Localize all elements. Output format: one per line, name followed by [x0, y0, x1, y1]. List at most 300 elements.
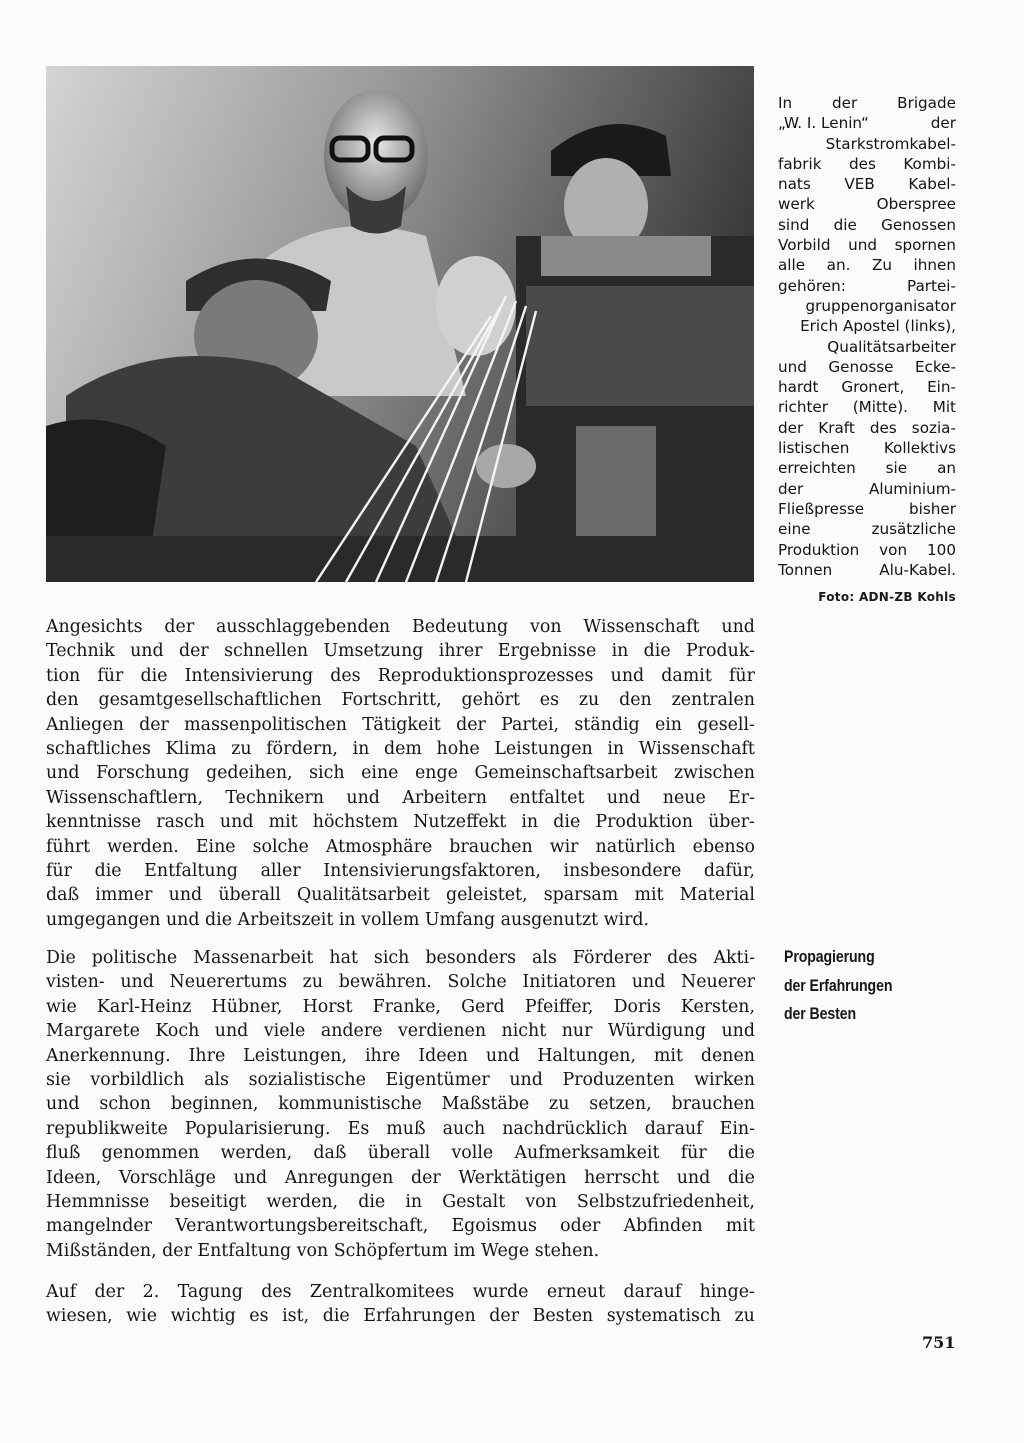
word: ist, [282, 1306, 310, 1327]
margin-heading-line: Propagierung [784, 948, 875, 966]
word: zu [302, 972, 324, 993]
word: rasch [156, 812, 205, 833]
word: immer [95, 885, 153, 906]
word: Gerd [461, 996, 505, 1017]
word: Ein- [719, 1118, 755, 1139]
text-line: Mißständen, der Entfaltung von Schöpfertum im Wege stehen. [46, 1240, 600, 1261]
word: Doris [613, 996, 661, 1017]
word: gesamtgesellschaftlichen [98, 690, 322, 711]
caption-word: bisher [909, 499, 956, 518]
word: des [330, 665, 361, 686]
word: Technikern [225, 787, 324, 808]
word: mangelnder [46, 1216, 152, 1237]
word: Partei, [501, 714, 560, 735]
word: erneut [546, 1282, 606, 1302]
text-line [46, 1044, 755, 1068]
word: auch [442, 1118, 486, 1139]
text-line [46, 1141, 755, 1165]
word: oder [560, 1216, 601, 1237]
word: Zentralkomitees [309, 1282, 455, 1302]
word: Qualitätsarbeit [296, 885, 430, 906]
word: republikweite [46, 1118, 168, 1139]
word: in [521, 812, 539, 833]
word: in [405, 1191, 423, 1212]
caption-word: Brigade [897, 94, 956, 112]
caption-word: Mit [932, 398, 956, 417]
word: insbesondere [563, 860, 682, 881]
word: tion [46, 665, 81, 686]
caption-word: 100 [927, 540, 956, 559]
word: und [610, 665, 645, 686]
word: führt [46, 836, 91, 857]
word: Anliegen [46, 714, 124, 735]
word: Ideen, [46, 1167, 102, 1188]
caption-word: und [778, 357, 807, 376]
caption-word: (Mitte). [852, 398, 908, 417]
word: Ergebnisse [497, 641, 597, 662]
word: zwischen [674, 763, 755, 784]
text-line [46, 835, 755, 859]
word: der [139, 714, 169, 735]
word: und [346, 787, 380, 808]
word: bewähren. [338, 972, 432, 993]
word: gehört [461, 690, 520, 711]
paragraph [46, 615, 755, 932]
word: Vorschläge [118, 1167, 216, 1188]
word: ihre [364, 1045, 401, 1066]
caption-word: Kombi- [903, 154, 956, 173]
word: Gestalt [442, 1191, 506, 1212]
margin-heading-line: der Besten [784, 1005, 856, 1023]
caption-word: der [778, 479, 804, 498]
caption-word: ihnen [913, 256, 956, 275]
text-line [46, 1117, 755, 1141]
word: Maßstäbe [441, 1094, 530, 1115]
word: sie [46, 1069, 71, 1090]
word: hinge- [699, 1282, 755, 1302]
word: massenpolitischen [184, 714, 347, 735]
caption-word: Zu [871, 256, 892, 275]
text-line [46, 970, 755, 994]
word: die [553, 812, 581, 833]
word: brauchen [449, 836, 533, 857]
word: Aufmerksamkeit [514, 1143, 660, 1164]
word: als [204, 1069, 229, 1090]
word: den [46, 690, 79, 711]
word: den [619, 690, 652, 711]
word: Tagung [177, 1282, 243, 1302]
caption-word: von [879, 540, 908, 559]
caption-word: Qualitätsarbeiter [827, 337, 956, 356]
word: und [168, 885, 203, 906]
caption-word: und [848, 236, 877, 255]
word: schaftliches [46, 738, 151, 759]
word: schon [99, 1094, 151, 1115]
word: die [358, 1191, 386, 1212]
word: werden, [220, 1143, 293, 1164]
caption-word: sind [778, 215, 810, 234]
text-line [46, 1280, 755, 1304]
photo-caption [778, 93, 956, 580]
caption-word: listischen [778, 439, 850, 458]
word: Koch [155, 1021, 200, 1042]
word: Produzenten [562, 1069, 675, 1090]
word: dem [383, 738, 422, 759]
caption-word: an [937, 459, 956, 478]
caption-word: Apostel [842, 317, 900, 336]
word: und [721, 617, 755, 637]
word: ein [654, 714, 683, 735]
word: dafür, [703, 860, 755, 881]
word: Leistungen, [243, 1045, 348, 1066]
word: es [249, 1306, 269, 1327]
word: Hemmnisse [46, 1191, 150, 1212]
word: in [607, 738, 625, 759]
word: der [94, 1282, 125, 1302]
word: wichtig [170, 1306, 236, 1327]
word: Haltungen, [537, 1045, 637, 1066]
caption-word: Ecke- [914, 357, 956, 376]
word: und [214, 1021, 249, 1042]
word: Selbstzufriedenheit, [576, 1191, 755, 1212]
text-line [46, 639, 755, 663]
word: sozialistische [248, 1069, 366, 1090]
caption-word: Erich [800, 317, 839, 336]
word: entfaltet [509, 787, 585, 808]
caption-word: eine [778, 520, 811, 539]
word: Wissenschaft [638, 738, 755, 759]
text-line [46, 1092, 755, 1116]
word: überall [218, 885, 281, 906]
word: und [46, 763, 80, 784]
caption-word: Kollektivs [883, 439, 956, 458]
word: natürlich [595, 836, 676, 857]
word: Initiatoren [522, 972, 617, 993]
word: Solche [447, 972, 507, 993]
word: und [120, 972, 154, 993]
photo-credit: Foto: ADN-ZB Kohls [818, 590, 956, 604]
margin-heading [784, 943, 913, 1029]
text-line [46, 737, 755, 761]
word: wiesen, [46, 1306, 113, 1327]
word: die [140, 665, 168, 686]
word: Auf [46, 1282, 77, 1302]
word: Entfaltung [144, 860, 238, 881]
word: Produktion [595, 812, 693, 833]
word: in [352, 738, 370, 759]
word: viele [263, 1021, 306, 1042]
caption-word: alle [778, 256, 806, 275]
text-line [46, 688, 755, 712]
word: überall [367, 1143, 431, 1164]
word: beginnen, [170, 1094, 259, 1115]
word: verdienen [397, 1021, 487, 1042]
word: Arbeitern [402, 787, 487, 808]
caption-word: der [930, 114, 956, 133]
word: und [46, 1094, 80, 1115]
word: vorbildlich [90, 1069, 185, 1090]
word: Atmosphäre [325, 836, 433, 857]
word: nur [561, 1021, 593, 1042]
word: Franke, [372, 996, 441, 1017]
word: gedeihen, [205, 763, 293, 784]
word: denen [700, 1045, 755, 1066]
word: enge [415, 763, 458, 784]
word: für [46, 860, 72, 881]
word: Neuerer [681, 972, 755, 993]
word: die [94, 860, 122, 881]
photo-workers-at-cable-press-icon [46, 66, 754, 582]
word: die [727, 1143, 755, 1164]
caption-word: spornen [894, 236, 956, 255]
word: die [643, 641, 671, 662]
word: Massenarbeit [193, 948, 314, 968]
word: die [322, 1306, 350, 1327]
word: Es [347, 1118, 370, 1139]
word: zu [549, 1094, 570, 1115]
word: muß [386, 1118, 426, 1139]
word: Material [679, 885, 755, 906]
word: Besten [532, 1306, 594, 1327]
word: daß [313, 1143, 347, 1164]
word: mit [725, 1216, 755, 1237]
word: und [485, 1045, 520, 1066]
word: und [676, 1167, 711, 1188]
caption-word: gehören: [778, 276, 846, 295]
word: ihrer [438, 641, 483, 662]
word: nicht [501, 1021, 547, 1042]
word: Eigentümer [385, 1069, 490, 1090]
word: und [606, 787, 641, 808]
photo [46, 66, 754, 582]
word: der [456, 714, 486, 735]
word: als [532, 948, 557, 968]
word: Ideen [418, 1045, 469, 1066]
paragraph [46, 946, 755, 1263]
caption-word: Ein- [927, 378, 956, 397]
word: solche [252, 836, 309, 857]
caption-word: erreichten [778, 459, 856, 478]
caption-word: des [849, 154, 876, 173]
word: für [728, 665, 755, 686]
caption-word: an. [826, 256, 851, 275]
word: Angesichts [46, 617, 143, 637]
word: politische [91, 948, 178, 968]
word: Fortschritt, [341, 690, 442, 711]
word: Umsetzung [323, 641, 424, 662]
word: geleistet, [446, 885, 528, 906]
word: zu [734, 1306, 755, 1327]
word: Egoismus [451, 1216, 537, 1237]
text-line [46, 1166, 755, 1190]
word: sich [309, 763, 345, 784]
word: wie [126, 1306, 158, 1327]
word: Eine [195, 836, 236, 857]
text-line [46, 664, 755, 688]
caption-word: VEB [844, 175, 875, 194]
word: und [509, 1069, 543, 1090]
word: für [97, 665, 124, 686]
word: Wissenschaft [583, 617, 700, 637]
word: 2. [142, 1282, 160, 1302]
word: Technik [46, 641, 115, 662]
word: des [667, 948, 698, 968]
word: Klima [165, 738, 217, 759]
word: fluß [46, 1143, 81, 1164]
text-line [46, 1190, 755, 1214]
word: ausschlaggebenden [216, 617, 391, 637]
caption-word: Kabel- [908, 175, 956, 194]
caption-word: hardt [778, 378, 819, 397]
word: von [530, 617, 562, 637]
word: Wissenschaftlern, [46, 787, 204, 808]
word: brauchen [671, 1094, 755, 1115]
caption-word: sozia- [911, 418, 956, 437]
word: damit [661, 665, 712, 686]
word: Akti- [713, 948, 755, 968]
text-line: umgegangen und die Arbeitszeit in vollem Umfang ausgenutzt wird. [46, 909, 650, 930]
word: des [261, 1282, 292, 1302]
caption-word: des [869, 418, 897, 437]
word: setzen, [589, 1094, 652, 1115]
word: kenntnisse [46, 812, 142, 833]
word: wir [549, 836, 579, 857]
word: Kersten, [680, 996, 755, 1017]
caption-word: fabrik [778, 154, 822, 173]
word: und [233, 1167, 268, 1188]
word: Erfahrungen [363, 1306, 476, 1327]
word: wie [46, 996, 77, 1017]
word: mit [634, 885, 664, 906]
word: kommunistische [278, 1094, 422, 1115]
caption-word: Genosse [828, 357, 894, 376]
word: für [680, 1143, 707, 1164]
margin-heading-line: der Erfahrungen [784, 976, 893, 995]
word: werden. [107, 836, 179, 857]
caption-word: Partei- [906, 276, 956, 295]
caption-word: Tonnen [778, 560, 833, 579]
word: andere [320, 1021, 383, 1042]
word: zentralen [671, 690, 755, 711]
word: systematisch [606, 1306, 721, 1327]
caption-word: Produktion [778, 540, 860, 559]
word: Förderer [572, 948, 652, 968]
word: aller [260, 860, 301, 881]
caption-word: nats [778, 175, 811, 194]
word: Gemeinschaftsarbeit [474, 763, 658, 784]
word: visten- [46, 972, 105, 993]
word: nachdrücklich [502, 1118, 628, 1139]
word: schnellen [224, 641, 309, 662]
caption-word: gruppenorganisator [805, 296, 956, 315]
word: mit [653, 1045, 683, 1066]
text-line [46, 883, 755, 907]
page-number: 751 [922, 1333, 956, 1352]
caption-word: Aluminium- [869, 479, 956, 498]
caption-word: (links), [904, 317, 956, 336]
caption-word: Gronert, [841, 378, 905, 397]
word: der [410, 1167, 441, 1188]
word: hohe [436, 738, 480, 759]
word: der [178, 641, 209, 662]
word: in [611, 641, 629, 662]
word: gesell- [697, 714, 755, 735]
text-line [46, 713, 755, 737]
word: Tätigkeit [362, 714, 441, 735]
word: Hübner, [211, 996, 283, 1017]
text-line [46, 1068, 755, 1092]
text-line [46, 786, 755, 810]
word: neue [662, 787, 706, 808]
word: der [164, 617, 195, 637]
caption-word: Fließpresse [778, 499, 865, 518]
word: zu [578, 690, 600, 711]
caption-word: Starkstromkabel- [825, 134, 956, 153]
word: darauf [623, 1282, 682, 1302]
word: Intensivierungsfaktoren, [323, 860, 541, 881]
text-line [46, 761, 755, 785]
text-line [46, 1019, 755, 1043]
word: Abfinden [623, 1216, 703, 1237]
word: wirken [694, 1069, 755, 1090]
word: fördern, [266, 738, 338, 759]
word: Popularisierung. [184, 1118, 331, 1139]
caption-word: Vorbild [778, 236, 831, 255]
text-line [46, 1214, 755, 1238]
word: und [130, 641, 164, 662]
caption-word: der [832, 94, 858, 112]
word: Nutzeffekt [413, 812, 507, 833]
caption-word: Kraft [818, 418, 855, 437]
word: Pfeiffer, [524, 996, 594, 1017]
caption-word: der [778, 418, 804, 437]
word: Er- [728, 787, 755, 808]
word: Forschung [96, 763, 190, 784]
word: darauf [644, 1118, 703, 1139]
paragraph [46, 1280, 755, 1329]
word: der [489, 1306, 520, 1327]
word: Werktätigen [458, 1167, 567, 1188]
word: Horst [302, 996, 353, 1017]
caption-word: richter [778, 398, 828, 417]
word: und [631, 972, 666, 993]
word: ständig [574, 714, 640, 735]
word: Intensivierung [184, 665, 314, 686]
text-line [46, 995, 755, 1019]
text-line [46, 859, 755, 883]
word: Reproduktionsprozesses [377, 665, 594, 686]
word: herrscht [584, 1167, 660, 1188]
text-line [46, 615, 755, 639]
word: höchstem [312, 812, 399, 833]
word: von [525, 1191, 557, 1212]
caption-word: „W. I. Lenin“ [778, 114, 869, 133]
word: genommen [101, 1143, 200, 1164]
word: mit [268, 812, 298, 833]
word: zu [231, 738, 252, 759]
text-line [46, 946, 755, 970]
word: Bedeutung [411, 617, 509, 637]
word: Würdigung [607, 1021, 706, 1042]
word: besonders [425, 948, 517, 968]
caption-word: sie [885, 459, 908, 478]
word: Leistungen [494, 738, 593, 759]
text-line [46, 810, 755, 834]
word: eine [361, 763, 399, 784]
word: Produk- [686, 641, 755, 662]
caption-word: zusätzliche [871, 520, 956, 539]
word: sich [373, 948, 410, 968]
